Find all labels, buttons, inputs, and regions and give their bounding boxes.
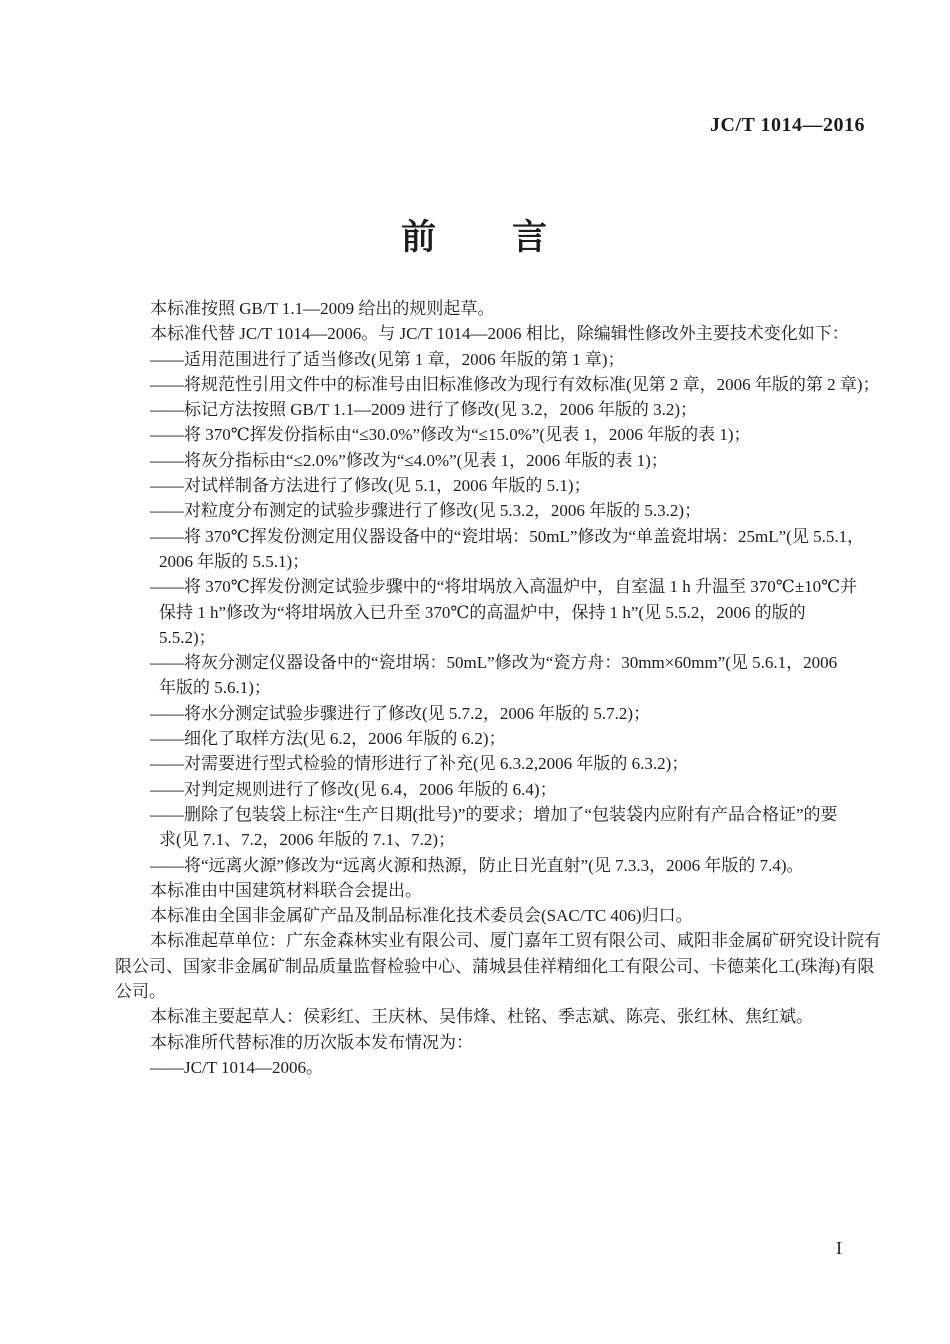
text-line: ——将灰分测定仪器设备中的“瓷坩埚：50mL”修改为“瓷方舟：30mm×60mm”(见 5.6.1，2006 (150, 653, 838, 673)
text-line: ——将灰分指标由“≤2.0%”修改为“≤4.0%”(见表 1，2006 年版的表 1)； (150, 450, 668, 470)
text-line: ——将 370℃挥发份测定试验步骤中的“将坩埚放入高温炉中，自室温 1 h 升温至 370℃±10℃并 (150, 577, 858, 597)
text-line: 本标准代替 JC/T 1014—2006。与 JC/T 1014—2006 相比，除编辑性修改外主要技术变化如下： (150, 324, 849, 344)
text-line: ——对试样制备方法进行了修改(见 5.1，2006 年版的 5.1)； (150, 476, 591, 496)
text-line: ——将水分测定试验步骤进行了修改(见 5.7.2，2006 年版的 5.7.2)； (150, 703, 651, 723)
text-line: ——细化了取样方法(见 6.2，2006 年版的 6.2)； (150, 729, 506, 749)
text-line: ——删除了包装袋上标注“生产日期(批号)”的要求；增加了“包装袋内应附有产品合格证”的要 (150, 804, 838, 824)
standard-number: JC/T 1014—2016 (710, 114, 865, 136)
text-line: ——将规范性引用文件中的标准号由旧标准修改为现行有效标准(见第 2 章，2006 年版的第 2 章)； (150, 374, 880, 394)
text-line: ——标记方法按照 GB/T 1.1—2009 进行了修改(见 3.2，2006 年版的 3.2)； (150, 400, 697, 420)
text-line: ——对需要进行型式检验的情形进行了补充(见 6.3.2,2006 年版的 6.3.2)； (150, 754, 689, 774)
text-line: ——将 370℃挥发份指标由“≤30.0%”修改为“≤15.0%”(见表 1，2006 年版的表 1)； (150, 425, 751, 445)
text-line: 本标准主要起草人：侯彩红、王庆林、吴伟烽、杜铭、季志斌、陈亮、张红林、焦红斌。 (150, 1007, 813, 1027)
page-title: 前 言 (400, 218, 549, 257)
text-line: ——将“远离火源”修改为“远离火源和热源，防止日光直射”(见 7.3.3，2006 年版的 7.4)。 (150, 855, 804, 875)
text-line: 本标准由全国非金属矿产品及制品标准化技术委员会(SAC/TC 406)归口。 (150, 906, 693, 926)
text-line: 公司。 (115, 982, 166, 1002)
text-line: ——JC/T 1014—2006。 (150, 1057, 324, 1077)
text-line: 5.5.2)； (159, 627, 216, 647)
text-line: 保持 1 h”修改为“将坩埚放入已升至 370℃的高温炉中，保持 1 h”(见 5.5.2，2006 的版的 (159, 602, 806, 622)
text-line: 本标准所代替标准的历次版本发布情况为： (150, 1032, 473, 1052)
text-line: 本标准起草单位：广东金森林实业有限公司、厦门嘉年工贸有限公司、咸阳非金属矿研究设计院有 (150, 931, 881, 951)
foreword-body (115, 296, 885, 1080)
page-number: I (836, 1238, 842, 1258)
text-line: 求(见 7.1、7.2，2006 年版的 7.1、7.2)； (159, 830, 456, 850)
text-line: ——对粒度分布测定的试验步骤进行了修改(见 5.3.2，2006 年版的 5.3.2)； (150, 501, 702, 521)
text-line: 本标准按照 GB/T 1.1—2009 给出的规则起草。 (150, 299, 495, 318)
text-line: 限公司、国家非金属矿制品质量监督检验中心、蒲城县佳祥精细化工有限公司、卡德莱化工(珠海)有限 (115, 956, 875, 976)
text-line: ——将 370℃挥发份测定用仪器设备中的“瓷坩埚：50mL”修改为“单盖瓷坩埚：25mL”(见 5.5.1， (150, 526, 865, 546)
text-line: ——对判定规则进行了修改(见 6.4，2006 年版的 6.4)； (150, 779, 557, 799)
text-line: ——适用范围进行了适当修改(见第 1 章，2006 年版的第 1 章)； (150, 349, 625, 369)
text-line: 年版的 5.6.1)； (159, 678, 271, 698)
text-line: 本标准由中国建筑材料联合会提出。 (150, 880, 422, 900)
text-line: 2006 年版的 5.5.1)； (159, 551, 310, 571)
